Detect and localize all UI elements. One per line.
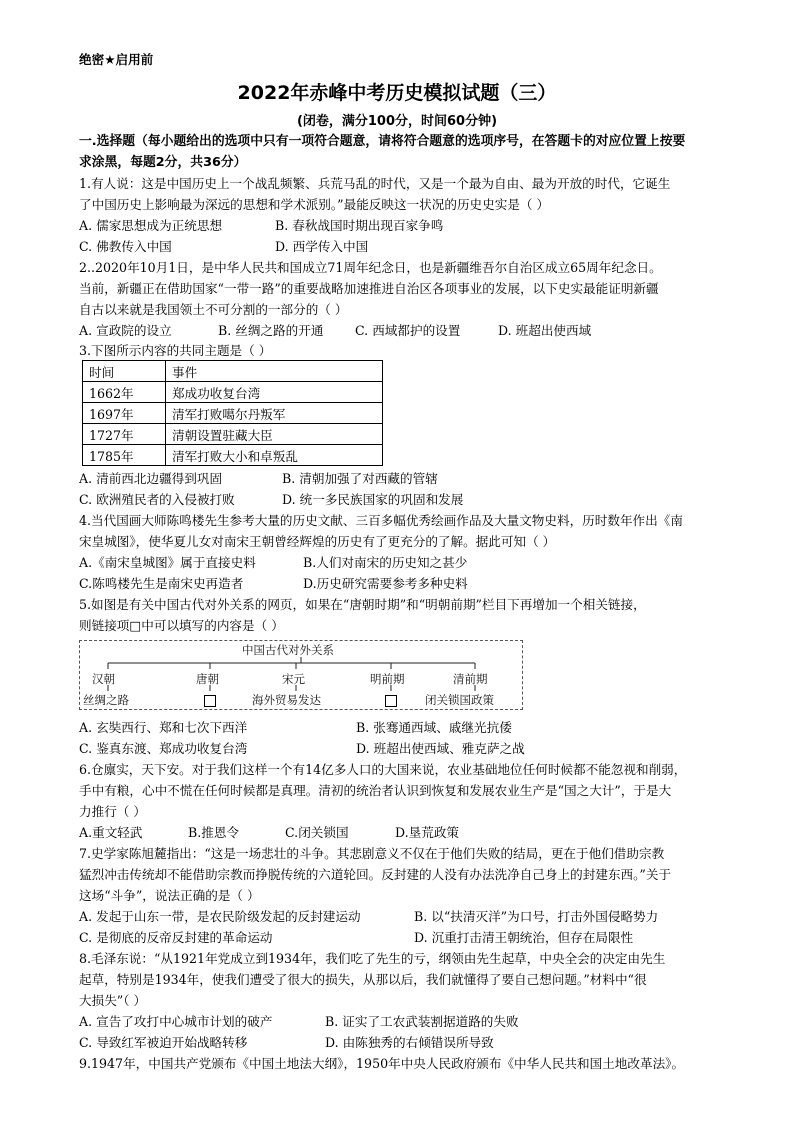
- q8-stem-2: 起草，特别是1934年，使我们遭受了很大的损失，从那以后，我们就懂得了要自己想问题。”材料中“很: [79, 972, 647, 987]
- table-header-event: 事件: [166, 361, 383, 382]
- q4-option-b: B.人们对南宋的历史知之甚少: [303, 555, 468, 570]
- q8-stem-3: 大损失”（ ）: [79, 993, 147, 1008]
- q5-option-b: B. 张骞通西域、戚继光抗倭: [356, 720, 512, 735]
- diagram-title: 中国古代对外关系: [242, 643, 334, 657]
- q7-option-a: A. 发起于山东一带，是农民阶级发起的反封建运动: [79, 909, 361, 924]
- q3-option-d: D. 统一多民族国家的巩固和发展: [282, 492, 464, 507]
- q5-option-d: D. 班超出使西域、雅克萨之战: [356, 741, 525, 756]
- q4-option-c: C.陈鸣楼先生是南宋史再造者: [79, 576, 244, 591]
- table-cell-event: 清军打败噶尔丹叛军: [166, 403, 383, 424]
- q3-option-b: B. 清朝加强了对西藏的管辖: [282, 471, 438, 486]
- q2-stem-2: 当前，新疆正在借助国家“一带一路”的重要战略加速推进自治区各项事业的发展，以下史实最能证明新疆: [79, 281, 659, 296]
- q4-stem: 4.当代国画大师陈鸣楼先生参考大量的历史文献、三百多幅优秀绘画作品及大量文物史料，历时数年作出《南: [79, 513, 683, 528]
- diagram-blank-box: [385, 693, 397, 707]
- q1-option-b: B. 春秋战国时期出现百家争鸣: [275, 218, 444, 233]
- q2-option-a: A. 宣政院的设立: [79, 323, 172, 338]
- q7-option-b: B. 以“扶清灭洋”为口号，打击外国侵略势力: [414, 909, 659, 924]
- table-row: [83, 445, 383, 466]
- diagram-leaf: 闭关锁国政策: [425, 693, 494, 707]
- q6-stem: 6.仓廪实，天下安。对于我们这样一个有14亿多人口的大国来说，农业基础地位任何时候都不能忽视和削弱，: [79, 762, 687, 777]
- q6-option-c: C.闭关锁国: [285, 825, 349, 840]
- q1-option-d: D. 西学传入中国: [275, 239, 369, 254]
- q6-stem-3: 力推行（ ）: [79, 804, 146, 819]
- q7-option-d: D. 沉重打击清王朝统治，但存在局限性: [414, 930, 634, 945]
- table-cell-event: 清军打败大小和卓叛乱: [166, 445, 383, 466]
- table-header-time: 时间: [83, 361, 166, 382]
- diagram-node: 宋元: [282, 672, 305, 686]
- diagram-blank-box: [204, 693, 216, 707]
- q1-option-a: A. 儒家思想成为正统思想: [79, 218, 223, 233]
- page-title: 2022年赤峰中考历史模拟试题（三）: [237, 82, 557, 104]
- q4-option-a: A.《南宋皇城图》属于直接史料: [79, 555, 256, 570]
- q3-table: [82, 360, 383, 466]
- q8-option-d: D. 由陈独秀的右倾错误所导致: [325, 1035, 494, 1050]
- q3-option-c: C. 欧洲殖民者的入侵被打败: [79, 492, 235, 507]
- q7-stem-3: 这场“斗争”，说法正确的是（ ）: [79, 888, 260, 903]
- diagram-leaf: 丝绸之路: [83, 693, 129, 707]
- q8-option-b: B. 证实了工农武装割据道路的失败: [325, 1014, 519, 1029]
- q1-stem: 1.有人说：这是中国历史上一个战乱频繁、兵荒马乱的时代，又是一个最为自由、最为开放的时代，它诞生: [79, 176, 671, 191]
- q2-stem-3: 自古以来就是我国领土不可分割的一部分的（ ）: [79, 302, 348, 317]
- table-cell-year: 1727年: [83, 424, 166, 445]
- q3-option-a: A. 清前西北边疆得到巩固: [79, 471, 223, 486]
- table-cell-year: 1697年: [83, 403, 166, 424]
- table-cell-event: 清朝设置驻藏大臣: [166, 424, 383, 445]
- q5-option-c: C. 鉴真东渡、郑成功收复台湾: [79, 741, 248, 756]
- diagram-node: 汉朝: [92, 672, 115, 686]
- table-row: [83, 382, 383, 403]
- q4-option-d: D.历史研究需要参考多种史料: [303, 576, 468, 591]
- q9-stem: 9.1947年，中国共产党颁布《中国土地法大纲》，1950年中央人民政府颁布《中华人民共和国土地改革法》。: [79, 1056, 685, 1071]
- q3-stem: 3.下图所示内容的共同主题是（ ）: [79, 343, 272, 358]
- q5-option-a: A. 玄奘西行、郑和七次下西洋: [79, 720, 248, 735]
- q2-stem: 2..2020年10月1日，是中华人民共和国成立71周年纪念日，也是新疆维吾尔自治区成立65周年纪念日。: [79, 260, 662, 275]
- section-instructions: 一.选择题（每小题给出的选项中只有一项符合题意，请将符合题意的选项序号，在答题卡的对应位置上按要: [79, 134, 686, 149]
- q7-stem-2: 猛烈冲击传统却不能借助宗教而挣脱传统的六道轮回。反封建的人没有办法洗净自己身上的封建东西。”关于: [79, 867, 672, 882]
- q8-stem: 8.毛泽东说：“从1921年党成立到1934年，我们吃了先生的亏，纲领由先生起草，中央全会的决定由先生: [79, 951, 666, 966]
- table-cell-year: 1785年: [83, 445, 166, 466]
- q2-option-b: B. 丝绸之路的开通: [218, 323, 324, 338]
- table-cell-event: 郑成功收复台湾: [166, 382, 383, 403]
- q5-diagram: [79, 640, 523, 710]
- table-header-row: [83, 361, 383, 382]
- table-cell-year: 1662年: [83, 382, 166, 403]
- q6-option-d: D.垦荒政策: [395, 825, 460, 840]
- q5-stem-2: 则链接项□中可以填写的内容是（ ）: [79, 618, 284, 633]
- exam-subtitle: (闭卷，满分100分，时间60分钟): [296, 114, 498, 129]
- q8-option-c: C. 导致红军被迫开始战略转移: [79, 1035, 248, 1050]
- section-instructions-2: 求涂黑，每题2分，共36分）: [79, 155, 247, 170]
- q1-stem-2: 了中国历史上影响最为深远的思想和学术派别。”最能反映这一状况的历史史实是（ ）: [79, 197, 550, 212]
- table-row: [83, 424, 383, 445]
- q8-option-a: A. 宣告了攻打中心城市计划的破产: [79, 1014, 273, 1029]
- q1-option-c: C. 佛教传入中国: [79, 239, 172, 254]
- q2-option-c: C. 西域都护的设置: [355, 323, 461, 338]
- diagram-leaf: 海外贸易发达: [252, 693, 321, 707]
- q6-stem-2: 手中有粮，心中不慌在任何时候都是真理。清初的统治者认识到恢复和发展农业生产是“国之大计”，于是大: [79, 783, 672, 798]
- q7-stem: 7.史学家陈旭麓指出：“这是一场悲壮的斗争。其悲剧意义不仅在于他们失败的结局，更在于他们借助宗教: [79, 846, 665, 861]
- q4-stem-2: 宋皇城图》，使华夏儿女对南宋王朝曾经辉煌的历史有了更充分的了解。据此可知（ ）: [79, 534, 556, 549]
- diagram-node: 唐朝: [196, 672, 219, 686]
- q5-stem: 5.如图是有关中国古代对外关系的网页，如果在“唐朝时期”和“明朝前期”栏目下再增加一个相关链接，: [79, 597, 646, 612]
- q2-option-d: D. 班超出使西域: [498, 323, 592, 338]
- q6-option-b: B.推恩令: [188, 825, 240, 840]
- confidential-label: 绝密★启用前: [79, 52, 154, 67]
- q6-option-a: A.重文轻武: [79, 825, 143, 840]
- diagram-node: 清前期: [453, 672, 488, 686]
- table-row: [83, 403, 383, 424]
- diagram-node: 明前期: [370, 672, 405, 686]
- q7-option-c: C. 是彻底的反帝反封建的革命运动: [79, 930, 273, 945]
